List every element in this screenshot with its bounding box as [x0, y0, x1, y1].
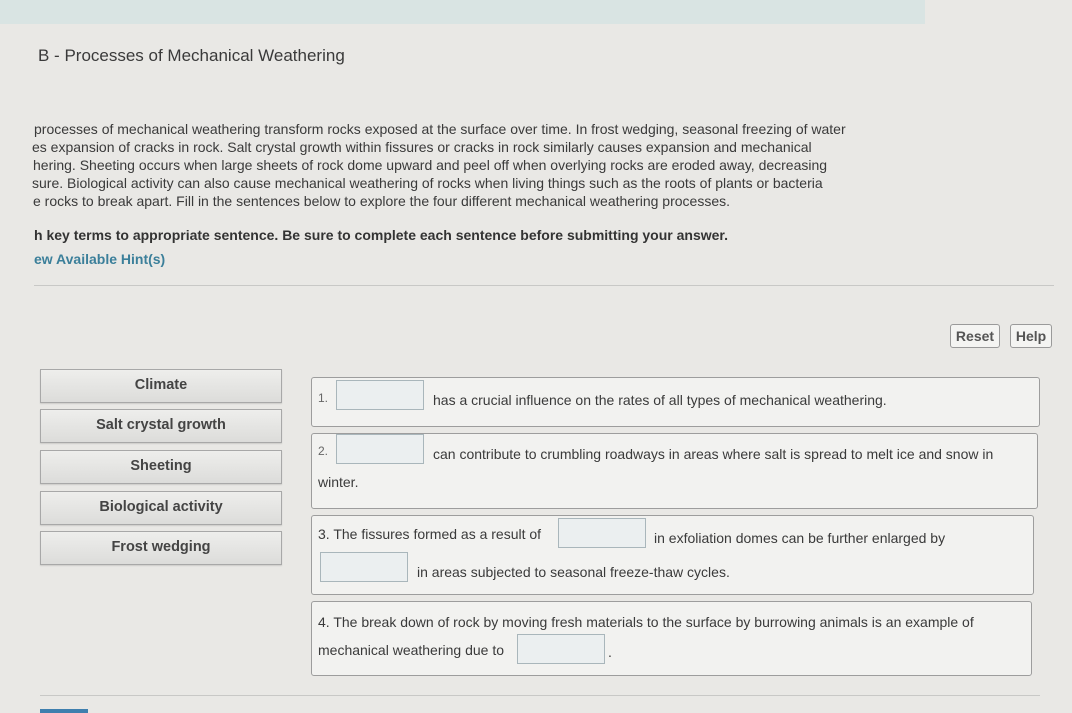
- intro-line: sure. Biological activity can also cause mechanical weathering of rocks when living things such as the roots of plants or bacteria: [32, 175, 823, 191]
- sentence-text: mechanical weathering due to: [318, 642, 505, 658]
- sentence-2: [311, 433, 1038, 509]
- drop-target-3b[interactable]: [320, 552, 408, 582]
- sentence-text-continued: winter.: [318, 474, 359, 490]
- bottom-divider: [40, 695, 1040, 696]
- intro-line: processes of mechanical weathering transform rocks exposed at the surface over time. In frost wedging, seasonal freezing of water: [34, 121, 846, 137]
- sentence-text: in areas subjected to seasonal freeze-thaw cycles.: [417, 564, 730, 580]
- sentence-text: 4. The break down of rock by moving fresh materials to the surface by burrowing animals is an example of: [318, 614, 974, 630]
- sentence-1: [311, 377, 1040, 427]
- sentence-period: .: [608, 644, 612, 660]
- term-climate[interactable]: Climate: [40, 369, 282, 403]
- view-hints-link[interactable]: ew Available Hint(s): [34, 251, 166, 267]
- term-biological-activity[interactable]: Biological activity: [40, 491, 282, 525]
- sentence-number: 2.: [318, 444, 329, 458]
- sentence-text: 3. The fissures formed as a result of: [318, 526, 542, 542]
- drop-target-2[interactable]: [336, 434, 424, 464]
- sentence-text: has a crucial influence on the rates of all types of mechanical weathering.: [433, 392, 887, 408]
- intro-line: e rocks to break apart. Fill in the sentences below to explore the four different mechanical weathering processes.: [33, 193, 731, 209]
- divider: [34, 285, 1054, 286]
- sentence-text: in exfoliation domes can be further enlarged by: [654, 530, 946, 546]
- sentence-3: [311, 515, 1034, 595]
- section-title: B - Processes of Mechanical Weathering: [38, 46, 345, 65]
- submit-button-edge[interactable]: [40, 709, 88, 713]
- sentence-text: can contribute to crumbling roadways in areas where salt is spread to melt ice and snow in: [433, 446, 994, 462]
- intro-line: hering. Sheeting occurs when large sheets of rock dome upward and peel off when overlying rocks are eroded away, decreasing: [33, 157, 828, 173]
- drop-target-4[interactable]: [517, 634, 605, 664]
- term-sheeting[interactable]: Sheeting: [40, 450, 282, 484]
- help-button[interactable]: Help: [1010, 324, 1052, 348]
- drop-target-3a[interactable]: [558, 518, 646, 548]
- sentence-number: 1.: [318, 391, 329, 405]
- sentence-4: [311, 601, 1032, 676]
- top-banner: [0, 0, 925, 24]
- intro-line: es expansion of cracks in rock. Salt crystal growth within fissures or cracks in rock similarly causes expansion and mechanical: [32, 139, 812, 155]
- instruction-text: h key terms to appropriate sentence. Be sure to complete each sentence before submitting your answer.: [34, 227, 728, 243]
- reset-button[interactable]: Reset: [950, 324, 1000, 348]
- intro-paragraph: [0, 120, 930, 210]
- term-frost-wedging[interactable]: Frost wedging: [40, 531, 282, 565]
- drop-target-1[interactable]: [336, 380, 424, 410]
- term-salt-crystal-growth[interactable]: Salt crystal growth: [40, 409, 282, 443]
